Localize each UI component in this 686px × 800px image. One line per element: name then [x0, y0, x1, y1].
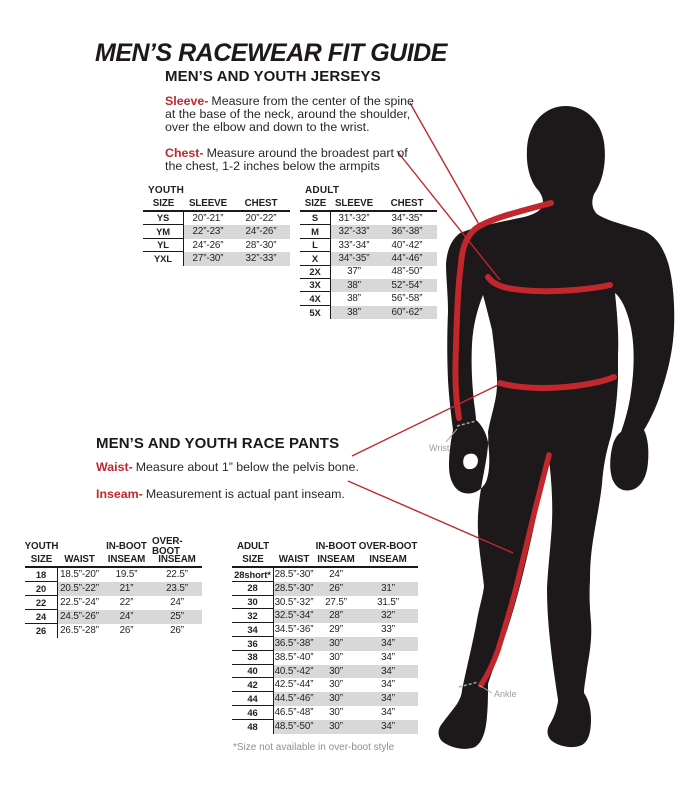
table-cell: 26”: [314, 582, 358, 596]
table-cell: X: [300, 252, 331, 265]
table-cell: WAIST: [278, 553, 310, 565]
table-cell: 22: [25, 596, 58, 610]
table-cell: 34”: [358, 692, 418, 706]
table-cell: 42: [232, 678, 274, 692]
table-cell: 30”: [329, 679, 343, 691]
table-cell: ADULT: [237, 540, 269, 552]
inseam-instruction: [96, 488, 345, 501]
table-cell: 44.5”-46”: [274, 693, 314, 705]
table-cell: 34: [232, 623, 274, 637]
table-cell: 42.5”-44”: [274, 679, 314, 691]
table-cell: 22”: [119, 597, 134, 609]
waist-instruction: [96, 461, 359, 474]
table-cell: 30”: [314, 720, 358, 734]
table-cell: 34”: [381, 679, 395, 691]
overboot-footnote: *Size not available in over-boot style: [233, 742, 395, 753]
table-cell: 34”: [358, 637, 418, 651]
table-cell: YXL: [143, 252, 184, 265]
table-cell: S: [300, 212, 331, 225]
table-cell: 27”-30”: [184, 252, 232, 265]
table-cell: 5X: [300, 306, 331, 319]
table-cell: 38”: [331, 306, 377, 319]
table-cell: 24”: [329, 569, 343, 580]
table-header: [24, 535, 202, 568]
table-cell: 36.5”-38”: [274, 637, 314, 649]
waist-term: Waist-: [96, 460, 133, 475]
table-cell: 24.5”-26”: [58, 610, 101, 624]
table-cell: 46.5”-48”: [274, 706, 314, 718]
table-cell: 24”: [101, 610, 152, 624]
table-cell: 38”: [331, 279, 377, 292]
table-cell: 34”: [358, 720, 418, 734]
table-cell: 28”-30”: [245, 239, 277, 251]
table-header: [300, 197, 437, 212]
table-cell: 46: [232, 706, 274, 720]
table-cell: IN-BOOT: [106, 540, 147, 552]
table-cell: 28.5”-30”: [274, 582, 314, 594]
table-cell: SLEEVE: [188, 197, 228, 209]
chest-term: Chest-: [165, 146, 204, 161]
table-cell: 48”-50”: [391, 266, 423, 278]
table-cell: 26.5”-28”: [60, 625, 99, 637]
table-cell: 22.5”: [166, 569, 188, 581]
table-cell: 28.5”-30”: [274, 569, 314, 580]
chest-instruction: [165, 147, 415, 173]
table-cell: 30.5”-32”: [274, 596, 314, 608]
table-cell: 24”-26”: [232, 225, 290, 238]
table-cell: 28short*: [232, 568, 274, 582]
table-cell: 26”: [119, 625, 134, 637]
table-cell: 60”-62”: [377, 306, 437, 319]
table-cell: SIZE: [242, 553, 264, 565]
inseam-term: Inseam-: [96, 487, 143, 502]
table-cell: 31.5”: [377, 596, 399, 608]
table-cell: 30”: [329, 651, 343, 663]
sleeve-term: Sleeve-: [165, 94, 209, 109]
table-cell: 19.5”: [115, 569, 138, 581]
table-cell: 32”-33”: [331, 225, 377, 238]
table-cell: M: [300, 225, 331, 238]
table-cell: 27.5”: [325, 596, 347, 608]
table-cell: 30”: [314, 637, 358, 651]
table-cell: [58, 540, 101, 553]
table-cell: 36”-38”: [377, 225, 437, 238]
table-cell: 30: [232, 596, 274, 610]
table-cell: 44: [232, 692, 274, 706]
table-header: [232, 540, 418, 568]
table-cell: 34.5”-36”: [274, 624, 314, 636]
table-cell: 30”: [314, 692, 358, 706]
table-cell: 34”-35”: [391, 212, 423, 224]
table-cell: 29”: [329, 624, 343, 636]
table-cell: 38”: [347, 293, 361, 305]
table-cell: 44”-46”: [377, 252, 437, 265]
chest-instruction-text: Measure around the broadest part of the chest, 1-2 inches below the armpits: [165, 146, 408, 174]
sleeve-instruction: [165, 95, 423, 134]
table-cell: 24: [25, 610, 58, 624]
table-cell: 2X: [300, 266, 331, 279]
sleeve-instruction-text: Measure from the center of the spine at the base of the neck, around the shoulder, over the elbow and down to the wrist.: [165, 94, 414, 135]
table-cell: 38: [232, 651, 274, 665]
table-cell: 34”: [358, 665, 418, 679]
table-cell: 48: [232, 720, 274, 734]
wrist-label: Wrist: [429, 443, 450, 453]
table-cell: WAIST: [64, 553, 95, 565]
table-cell: 18: [25, 568, 58, 582]
table-body: [300, 212, 437, 319]
table-cell: 36: [232, 637, 274, 651]
table-cell: INSEAM: [317, 553, 355, 565]
table-cell: 20”-22”: [245, 212, 277, 224]
table-cell: SIZE: [152, 197, 175, 209]
table-cell: SIZE: [30, 553, 53, 565]
table-cell: 20.5”-22”: [58, 582, 101, 596]
table-cell: 3X: [300, 279, 331, 292]
table-cell: 18.5”-20”: [60, 569, 99, 581]
table-cell: 26”: [170, 625, 184, 637]
table-cell: 4X: [300, 292, 331, 305]
table-cell: 24”: [170, 597, 184, 609]
jerseys-section-heading: MEN’S AND YOUTH JERSEYS: [165, 68, 381, 86]
table-cell: 32: [232, 609, 274, 623]
table-cell: 22.5”-24”: [60, 597, 99, 609]
body-silhouette: [439, 106, 675, 749]
table-cell: INSEAM: [369, 553, 407, 565]
table-cell: L: [300, 239, 331, 252]
table-group-label: YOUTH: [148, 185, 184, 196]
page-title: MEN’S RACEWEAR FIT GUIDE: [95, 38, 447, 67]
table-cell: 20”-21”: [192, 212, 224, 224]
table-cell: 48.5”-50”: [274, 720, 314, 732]
table-cell: 23.5”: [152, 582, 202, 596]
table-cell: INSEAM: [158, 553, 196, 565]
table-cell: YM: [143, 225, 184, 238]
table-cell: INSEAM: [107, 553, 146, 565]
table-cell: 34”: [381, 706, 395, 718]
youth-jersey-table: [143, 184, 290, 266]
table-cell: 25”: [152, 610, 202, 624]
table-cell: 30”: [329, 706, 343, 718]
table-cell: YL: [143, 239, 184, 252]
table-cell: 34”: [381, 651, 395, 663]
inseam-instruction-text: Measurement is actual pant inseam.: [145, 487, 345, 502]
table-cell: [358, 568, 418, 582]
table-cell: 40.5”-42”: [274, 665, 314, 677]
table-cell: 32.5”-34”: [274, 610, 314, 622]
table-cell: 31”: [358, 582, 418, 596]
adult-pants-table: [232, 540, 418, 734]
table-cell: 31”-32”: [338, 212, 370, 224]
table-cell: 52”-54”: [377, 279, 437, 292]
table-cell: 24”-26”: [192, 239, 224, 251]
table-cell: CHEST: [390, 197, 424, 209]
ankle-label: Ankle: [494, 689, 517, 699]
table-cell: [274, 540, 314, 553]
table-cell: 28”: [314, 609, 358, 623]
table-cell: 37”: [347, 266, 361, 278]
table-cell: 33”: [381, 624, 395, 636]
table-cell: 28: [232, 582, 274, 596]
table-body: [143, 212, 290, 266]
table-cell: 26: [25, 624, 58, 638]
table-cell: 32”: [358, 609, 418, 623]
table-body: [232, 568, 418, 734]
table-cell: 33”-34”: [338, 239, 370, 251]
adult-jersey-table: [300, 184, 437, 319]
table-cell: 40: [232, 665, 274, 679]
table-cell: 21”: [101, 582, 152, 596]
table-cell: 56”-58”: [391, 293, 423, 305]
table-cell: YS: [143, 212, 184, 225]
waist-instruction-text: Measure about 1” below the pelvis bone.: [135, 460, 359, 475]
table-cell: 22”-23”: [184, 225, 232, 238]
table-body: [25, 568, 202, 638]
table-cell: 32”-33”: [232, 252, 290, 265]
table-cell: SIZE: [304, 197, 327, 209]
table-cell: IN-BOOT: [315, 540, 357, 552]
table-cell: 20: [25, 582, 58, 596]
table-cell: OVER-BOOT: [152, 535, 183, 557]
table-group-label: ADULT: [305, 185, 340, 196]
table-cell: 38.5”-40”: [274, 651, 314, 663]
pants-section-heading: MEN’S AND YOUTH RACE PANTS: [96, 435, 340, 453]
youth-pants-table: [24, 535, 202, 638]
table-cell: CHEST: [244, 197, 278, 209]
table-cell: SLEEVE: [334, 197, 374, 209]
table-cell: 40”-42”: [391, 239, 423, 251]
table-header: [143, 197, 290, 212]
table-cell: 30”: [314, 665, 358, 679]
table-cell: YOUTH: [24, 540, 59, 552]
table-cell: 34”-35”: [331, 252, 377, 265]
table-cell: OVER-BOOT: [358, 540, 418, 552]
